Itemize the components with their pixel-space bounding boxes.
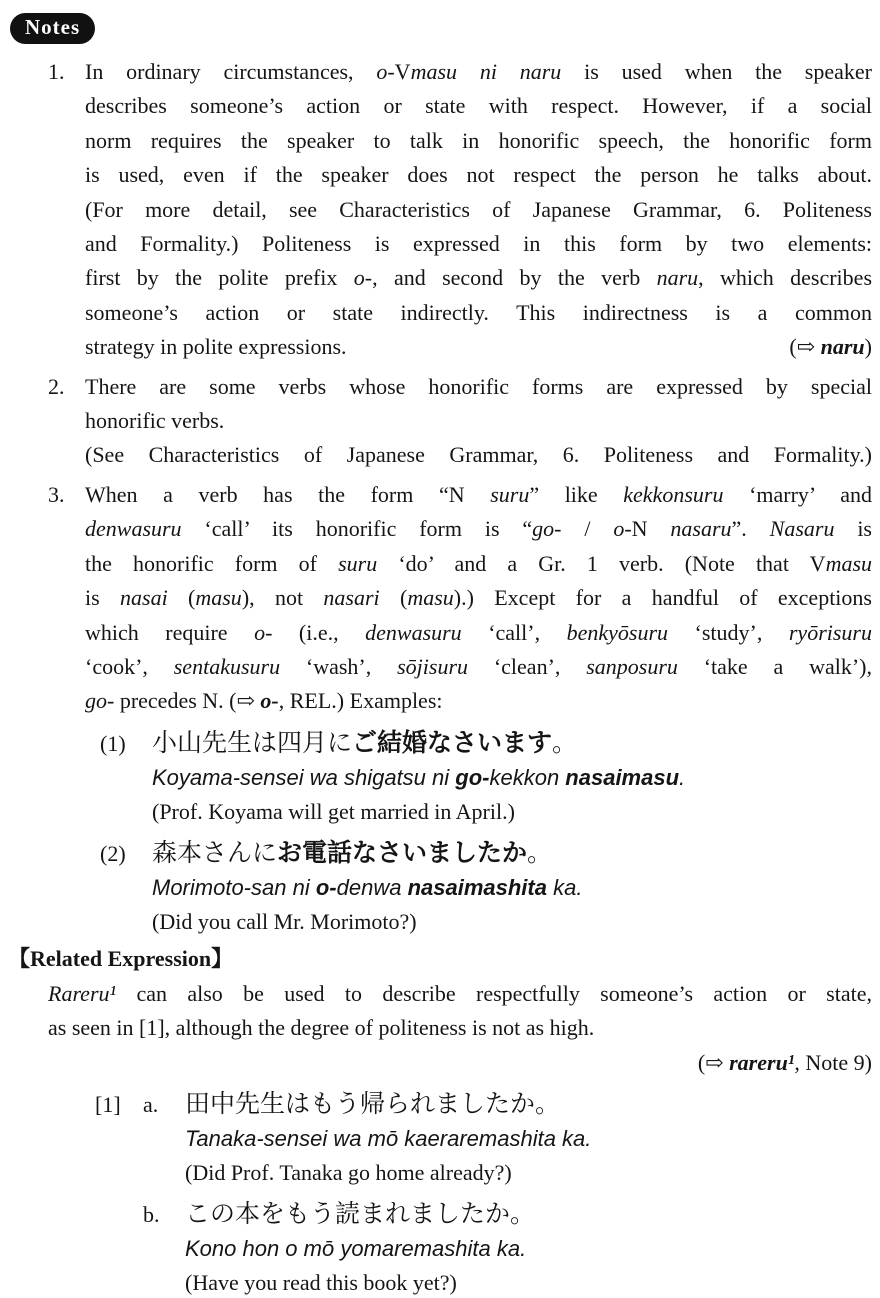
text-segment: ‘take a walk’),: [677, 653, 873, 679]
text-segment: rareru¹: [729, 1049, 795, 1075]
text-line: [85, 581, 872, 615]
line-left: [85, 128, 872, 153]
line-left: [85, 442, 872, 467]
text-line: [85, 370, 872, 404]
note-number: 3.: [48, 481, 65, 507]
text-segment: ‘call’,: [461, 619, 567, 645]
text-segment: (⇨: [789, 334, 821, 360]
line-left: [85, 330, 347, 364]
line-left: [85, 408, 224, 433]
text-segment: norm requires the speaker to talk in honorific speech, the honorific form: [85, 127, 872, 153]
example-japanese: [152, 837, 872, 871]
text-segment: nasaimashita: [407, 874, 547, 900]
cross-reference: [698, 1046, 872, 1080]
text-line: [85, 55, 872, 89]
text-segment: sentakusuru: [173, 653, 281, 679]
related-example-japanese: 田中先生はもう帰られましたか。: [185, 1090, 561, 1118]
text-segment: -V: [387, 59, 411, 84]
text-segment: go-: [85, 688, 115, 714]
text-line: [48, 1046, 872, 1080]
text-segment: ‘clean’,: [468, 653, 587, 679]
text-segment: .: [679, 764, 686, 790]
note-item: [48, 55, 872, 365]
text-segment: o: [376, 59, 388, 84]
text-segment: Tanaka-sensei wa mō kaeraremashita ka.: [185, 1125, 592, 1151]
text-segment: ‘study’,: [668, 619, 789, 645]
text-segment: the honorific form of: [85, 550, 339, 576]
text-segment: nasai: [120, 585, 168, 611]
text-segment: suru: [338, 550, 378, 576]
text-segment: (: [379, 585, 408, 611]
text-segment: o-: [260, 688, 279, 714]
text-line: [85, 404, 872, 438]
text-line: [85, 261, 872, 295]
text-line: [85, 478, 872, 512]
text-segment: someone’s action or state indirectly. This indirectness is a common: [85, 299, 872, 325]
text-segment: ): [864, 334, 872, 360]
note-number: 2.: [48, 373, 65, 399]
note-number: 1.: [48, 59, 65, 84]
text-segment: お電話なさいましたか: [277, 839, 528, 867]
text-segment: masu: [195, 585, 242, 611]
example-romaji: [152, 871, 872, 905]
text-line: [85, 124, 872, 158]
text-segment: (For more detail, see Characteristics of Japanese Grammar, 6. Politeness: [85, 196, 872, 222]
text-segment: sanposuru: [586, 653, 678, 679]
text-segment: ‘do’ and a Gr. 1 verb. (Note that V: [377, 550, 826, 576]
text-segment: benkyōsuru: [566, 619, 669, 645]
example-translation: (Did you call Mr. Morimoto?): [152, 908, 417, 934]
related-example-letter: a.: [143, 1091, 159, 1117]
text-segment: Koyama-sensei wa shigatsu ni: [152, 764, 456, 790]
note-body: [85, 478, 872, 939]
line-left: [85, 59, 872, 84]
related-example-romaji: [185, 1122, 872, 1156]
text-line: [85, 684, 872, 718]
text-segment: Morimoto-san ni: [152, 874, 316, 900]
text-segment: precedes N. (⇨: [114, 688, 261, 714]
text-segment: suru: [490, 481, 530, 507]
related-example-bracket: [95, 1198, 143, 1298]
text-line: [85, 227, 872, 261]
example-translation: (Prof. Koyama will get married in April.): [152, 798, 515, 824]
text-segment: (i.e.,: [272, 619, 366, 645]
text-segment: masu: [825, 550, 873, 576]
text-segment: (⇨: [697, 1049, 730, 1075]
text-segment: masu ni naru: [410, 59, 562, 84]
line-left: [48, 981, 872, 1006]
line-left: [85, 551, 872, 576]
note-body: [85, 55, 872, 365]
text-segment: ‘cook’,: [85, 653, 174, 679]
note-body: [85, 370, 872, 473]
text-segment: first by the polite prefix: [85, 265, 354, 291]
line-left: [85, 654, 872, 679]
text-segment: ” like: [529, 481, 624, 507]
text-segment: -N: [624, 516, 671, 542]
line-left: [85, 585, 872, 610]
text-segment: o-: [353, 265, 373, 291]
text-segment: ).) Except for a handful of exceptions: [453, 585, 872, 611]
note-item: [48, 478, 872, 939]
text-segment: masu: [407, 585, 454, 611]
related-example-japanese: この本をもう読まれましたか。: [185, 1200, 536, 1228]
text-line: [85, 650, 872, 684]
text-line: [85, 193, 872, 227]
text-segment: is: [85, 585, 121, 611]
text-segment: ”.: [731, 516, 770, 542]
line-left: [85, 516, 872, 541]
text-segment: ご結婚なさいます: [352, 729, 553, 757]
text-segment: 。: [552, 729, 578, 757]
text-segment: There are some verbs whose honorific forms are expressed by special: [85, 373, 872, 399]
line-left: [85, 482, 872, 507]
example-item: [100, 727, 872, 829]
text-segment: 森本さんに: [152, 839, 278, 867]
text-segment: denwasuru: [85, 516, 182, 542]
text-segment: /: [561, 516, 614, 542]
related-example-bracket: [1]: [95, 1091, 121, 1117]
text-segment: nasaru: [670, 516, 732, 542]
text-line: [85, 438, 872, 472]
text-line: [85, 158, 872, 192]
text-segment: go-: [532, 516, 562, 542]
notes-list: [48, 55, 872, 939]
text-segment: ryōrisuru: [788, 619, 872, 645]
example-number: (2): [100, 840, 126, 866]
text-segment: ka.: [546, 874, 583, 900]
text-segment: , which describes: [698, 265, 873, 291]
text-segment: go-: [455, 764, 490, 790]
line-left: [85, 374, 872, 399]
text-segment: Rareru¹: [48, 980, 117, 1006]
examples-list: [100, 727, 872, 939]
related-expression-heading: 【Related Expression】: [8, 945, 234, 971]
example-romaji: [152, 761, 872, 795]
text-segment: , Note 9): [794, 1049, 872, 1075]
related-example-body: [185, 1198, 872, 1298]
text-line: [48, 977, 872, 1011]
text-segment: denwasuru: [365, 619, 462, 645]
text-segment: , and second by the verb: [372, 265, 657, 291]
text-segment: as seen in [1], although the degree of politeness is not as high.: [48, 1015, 595, 1041]
example-body: [152, 727, 872, 829]
text-segment: can also be used to describe respectfully someone’s action or state,: [116, 980, 872, 1006]
related-example-body: [185, 1088, 872, 1190]
text-segment: ‘call’ its honorific form is “: [181, 516, 533, 542]
text-segment: is used when the speaker: [561, 59, 872, 84]
example-item: [100, 837, 872, 939]
text-segment: When a verb has the form “N: [85, 481, 491, 507]
text-segment: 小山先生は四月に: [152, 729, 353, 757]
text-segment: o: [613, 516, 625, 542]
line-left: [85, 300, 872, 325]
example-japanese: [152, 727, 872, 761]
line-left: [85, 197, 872, 222]
text-segment: Kono hon o mō yomaremashita ka.: [185, 1235, 527, 1261]
text-segment: o-: [315, 874, 337, 900]
text-segment: is used, even if the speaker does not respect the person he talks about.: [85, 162, 872, 188]
line-left: [85, 620, 872, 645]
text-segment: ‘wash’,: [280, 653, 398, 679]
text-segment: (: [167, 585, 196, 611]
notes-badge-label: Notes: [25, 15, 81, 39]
text-segment: Nasaru: [769, 516, 835, 542]
text-line: [85, 512, 872, 546]
related-example-translation: (Have you read this book yet?): [185, 1269, 457, 1295]
line-left: [48, 1015, 594, 1040]
text-segment: sōjisuru: [397, 653, 469, 679]
text-segment: describes someone’s action or state with respect. However, if a social: [85, 93, 872, 119]
text-segment: naru: [820, 334, 865, 360]
text-line: [85, 330, 872, 364]
example-body: [152, 837, 872, 939]
text-segment: and Formality.) Politeness is expressed in this form by two elements:: [85, 231, 872, 257]
text-segment: naru: [656, 265, 699, 291]
line-left: [85, 231, 872, 256]
cross-reference: [789, 330, 872, 364]
text-segment: nasari: [323, 585, 380, 611]
text-line: [85, 547, 872, 581]
related-example-translation: (Did Prof. Tanaka go home already?): [185, 1159, 512, 1185]
line-left: [85, 162, 872, 187]
text-segment: honorific verbs.: [85, 408, 225, 434]
related-example-item: [95, 1198, 872, 1298]
related-example-romaji: [185, 1232, 872, 1266]
text-segment: kekkon: [489, 764, 566, 790]
text-segment: 。: [527, 839, 553, 867]
text-segment: kekkonsuru: [623, 481, 724, 507]
related-example-letter: b.: [143, 1201, 160, 1227]
text-segment: o-: [254, 619, 273, 645]
related-examples-list: [95, 1088, 872, 1298]
text-segment: strategy in polite expressions.: [85, 334, 347, 360]
text-segment: ‘marry’ and: [723, 481, 872, 507]
line-left: [85, 265, 872, 290]
text-segment: is: [834, 516, 872, 542]
related-expression-body: [48, 977, 872, 1298]
text-segment: (See Characteristics of Japanese Grammar, 6. Politeness and Formality.): [85, 442, 872, 468]
related-example-item: [95, 1088, 872, 1190]
line-left: [85, 688, 443, 713]
text-segment: which require: [85, 619, 255, 645]
notes-badge: [10, 13, 95, 44]
text-segment: ), not: [241, 585, 324, 611]
text-line: [85, 616, 872, 650]
example-number: (1): [100, 730, 126, 756]
text-segment: denwa: [336, 874, 408, 900]
text-line: [85, 89, 872, 123]
line-left: [85, 93, 872, 118]
note-item: [48, 370, 872, 473]
text-segment: , REL.) Examples:: [278, 688, 443, 714]
text-segment: In ordinary circumstances,: [85, 59, 377, 84]
text-line: [48, 1011, 872, 1045]
text-line: [85, 296, 872, 330]
text-segment: nasaimasu: [565, 764, 680, 790]
